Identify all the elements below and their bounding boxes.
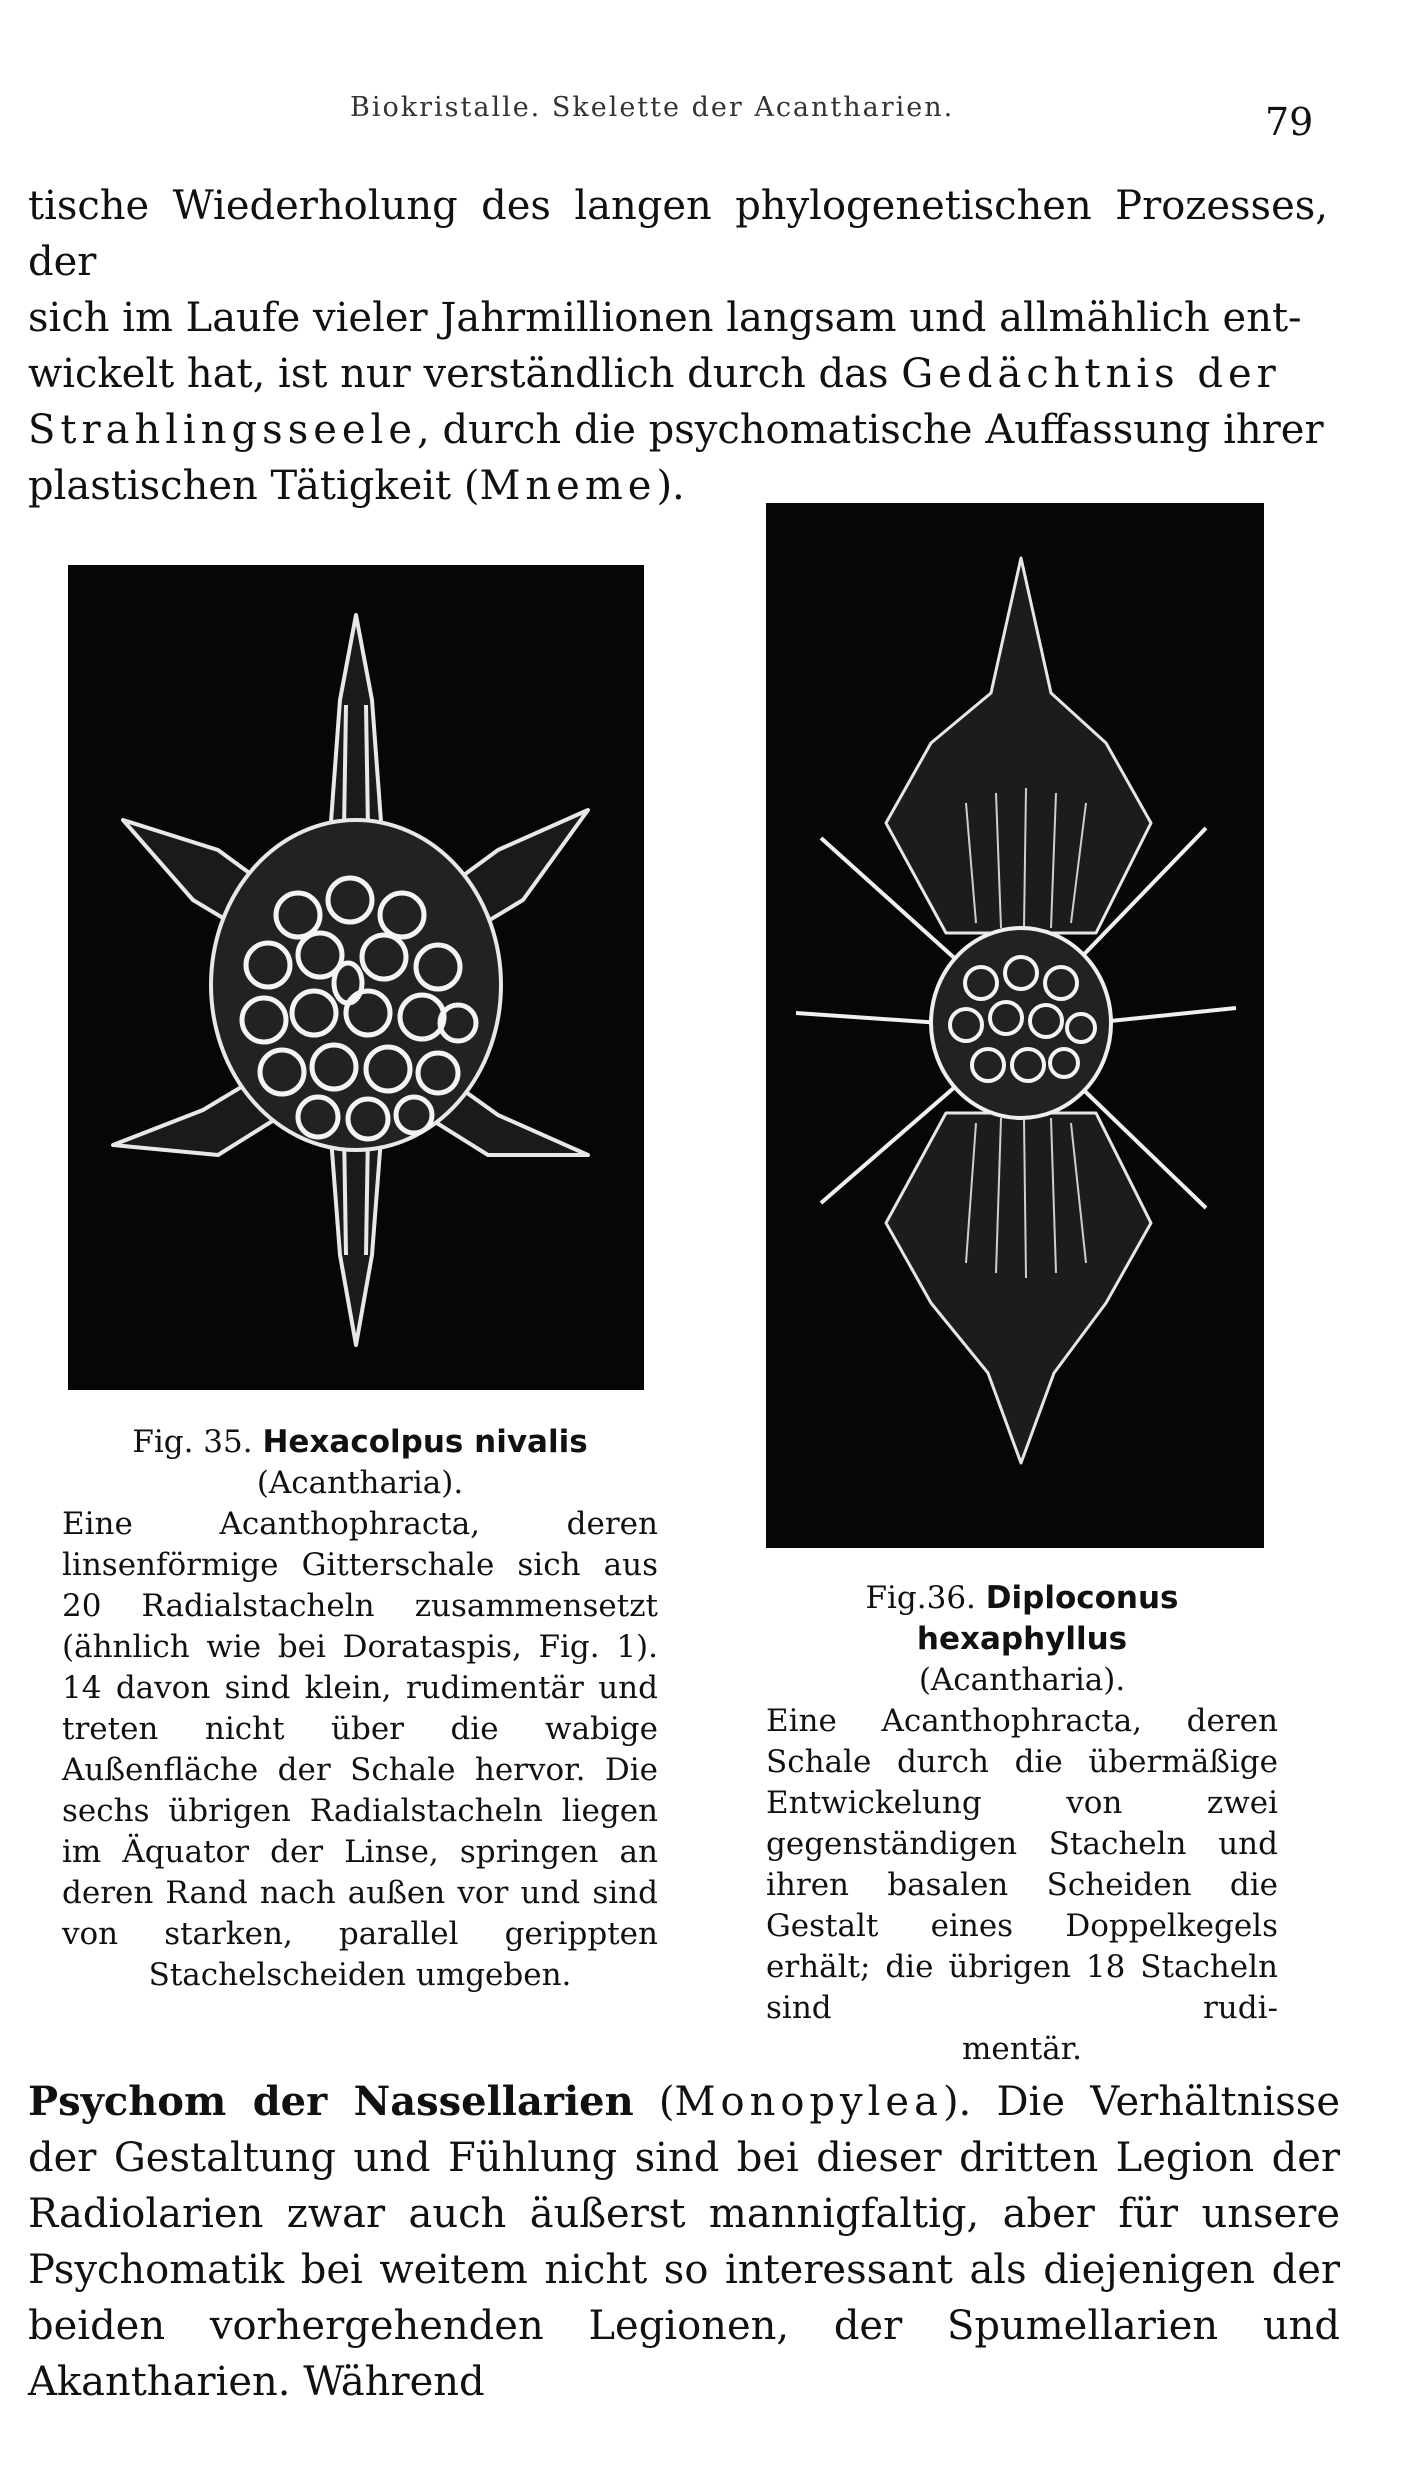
figure-35-title [62,1422,658,1463]
intro-spaced-mneme: Mneme [479,463,657,509]
figure-35-caption [62,1422,658,1996]
intro-line-3 [28,346,1328,402]
figure-35-species: Hexacolpus nivalis [262,1424,588,1460]
intro-line-3-a: wickelt hat, ist nur verständlich durch das [28,351,889,397]
figure-36-caption [766,1578,1278,2070]
figure-36-species: Diploconus hexaphyllus [916,1580,1179,1657]
intro-spaced-strahlingsseele: Strahlingsseele [28,407,418,453]
figure-35-label: Fig. 35. [132,1424,253,1460]
section-paren-open: ( [658,2079,675,2125]
page-number: 79 [1265,100,1314,144]
intro-line-1: tische Wiederholung des langen phylogenetischen Prozesses, der [28,183,1328,285]
intro-line-5-a: plastischen Tätigkeit ( [28,463,480,509]
hexacolpus-illustration [68,565,644,1390]
intro-line-4 [28,402,1328,458]
section-paren-close: ). [942,2079,972,2125]
figure-35-description: Eine Acanthophracta, deren linsenförmige Gitterschale sich aus 20 Radialstacheln zusammensetzt (ähnlich wie bei Dorataspis, Fig. 1). 14 davon sind klein, rudimentär und treten nicht über die wabige Außenfläche der Schale hervor. Die sechs übrigen Radialstacheln liegen im Äquator der Linse, springen an deren Rand nach außen vor und sind von starken, parallel gerippten [62,1506,658,1952]
intro-line-4-b: , durch die psychomatische Auffassung ihrer [417,407,1324,453]
intro-line-2: sich im Laufe vieler Jahrmillionen langsam und allmählich ent- [28,295,1302,341]
section-spaced-monopylea: Monopylea [674,2079,943,2125]
intro-paragraph [28,178,1328,514]
section-body-text: Die Verhältnisse der Gestaltung und Fühlung sind bei dieser dritten Legion der Radiolarien zwar auch äußerst mannigfaltig, aber für unsere Psychomatik bei weitem nicht so interessant als diejenigen der beiden vorhergehenden Legionen, der Spumellarien und Akantharien. Während [28,2079,1340,2405]
intro-line-5-c: ). [656,463,685,509]
section-paragraph [28,2074,1340,2410]
figure-36-plate [766,503,1264,1548]
section-heading: Psychom der Nassellarien [28,2078,634,2125]
figure-36-label: Fig.36. [865,1580,976,1616]
figure-36-title [766,1578,1278,1660]
figure-36-group: (Acantharia). [918,1662,1126,1698]
figure-36-description: Eine Acanthophracta, deren Schale durch die übermäßige Entwickelung von zwei gegenständigen Stacheln und ihren basalen Scheiden die Gestalt eines Doppelkegels erhält; die übrigen 18 Stacheln sind rudi- [766,1703,1278,2026]
figure-36-description-end: mentär. [962,2031,1082,2067]
running-title: Biokristalle. Skelette der Acantharien. [350,92,955,123]
intro-spaced-gedaechtnis: Gedächtnis der [901,351,1281,397]
figure-35-plate [68,565,644,1390]
figure-35-description-end: Stachelscheiden umgeben. [148,1957,572,1993]
figure-35-group: (Acantharia). [256,1465,464,1501]
diploconus-illustration [766,503,1264,1548]
